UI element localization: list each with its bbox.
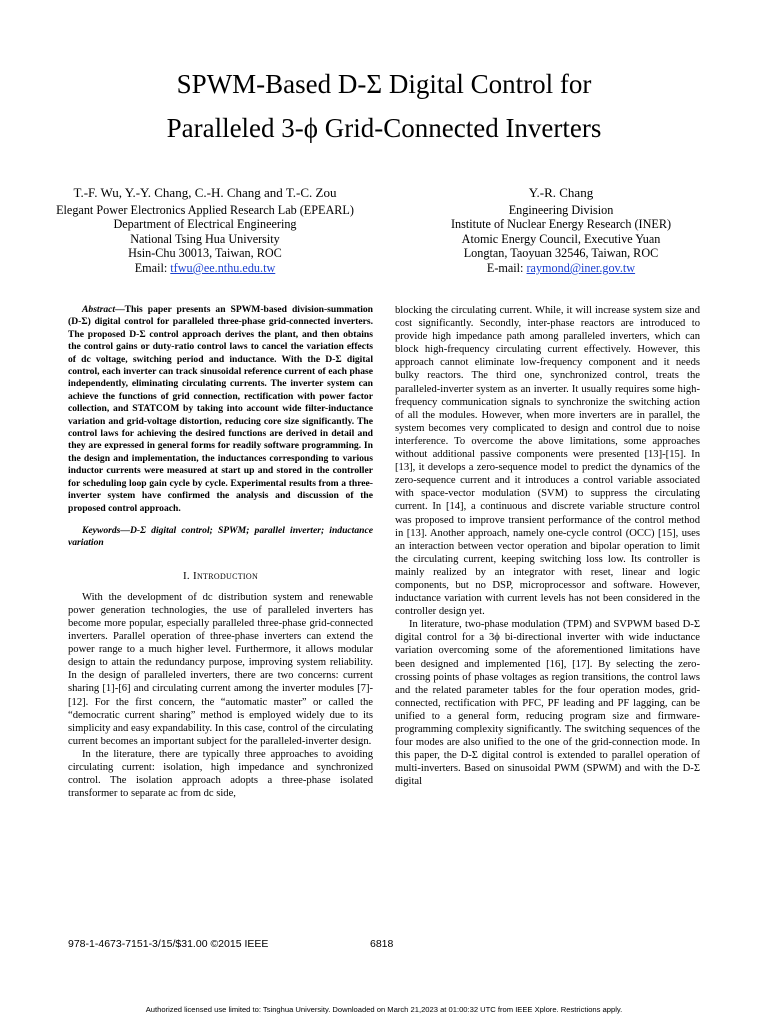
email-link[interactable]: tfwu@ee.nthu.edu.tw bbox=[170, 260, 276, 275]
author-block-right bbox=[396, 186, 726, 276]
page-number: 6818 bbox=[370, 938, 394, 950]
email-link[interactable]: raymond@iner.gov.tw bbox=[526, 260, 636, 275]
affiliation-line: Atomic Energy Council, Executive Yuan bbox=[461, 231, 661, 246]
affiliation-line: Engineering Division bbox=[508, 202, 614, 217]
affiliation-line: Department of Electrical Engineering bbox=[113, 217, 297, 232]
email-line bbox=[396, 261, 726, 276]
left-column bbox=[68, 304, 373, 800]
paper-title-line-2: Paralleled 3-ϕ Grid-Connected Inverters bbox=[166, 113, 602, 143]
abstract-lead: Abstract bbox=[82, 304, 116, 315]
license-notice: Authorized licensed use limited to: Tsinghua University. Downloaded on March 21,2023 at 01:00:32 UTC from IEEE Xplore. Restrictions apply. bbox=[145, 1005, 623, 1014]
email-line bbox=[40, 261, 370, 276]
section-heading-introduction: I. Introduction bbox=[182, 569, 259, 582]
body-paragraph: In literature, two-phase modulation (TPM) and SVPWM based D-Σ digital control for a 3ϕ bi-directional inverter with wide inductance variation overcoming some of the aforementioned limitations have been designed and implemented [16], [17]. By selecting the zero-crossing points of phase voltages as region transitions, the control laws and the related parameter tables for the four operation modes, grid-connected, rectification with PFC, PF leading and PF lagging, can be unified to a general form, reducing program size and firmware-programming complexity significantly. The switching sequences of the four modes are also unified to the one of the grid-connection mode. In this paper, the D-Σ digital control is extended to parallel operation of multi-inverters. Based on sinusoidal PWM (SPWM) and with the D-Σ digital bbox=[395, 619, 700, 788]
affiliation-line: Hsin-Chu 30013, Taiwan, ROC bbox=[128, 246, 282, 261]
affiliation-line: Longtan, Taoyuan 32546, Taiwan, ROC bbox=[463, 246, 659, 261]
email-label: E-mail: bbox=[486, 260, 527, 275]
email-label: Email: bbox=[134, 260, 171, 275]
author-names: T.-F. Wu, Y.-Y. Chang, C.-H. Chang and T.-C. Zou bbox=[73, 185, 337, 200]
body-paragraph-continued: blocking the circulating current. While, it will increase system size and cost significantly. Secondly, inter-phase reactors are introduced to provide high impedance path among paralleled inverters, which can block high-frequency circulating current effectively. However, this approach cannot eliminate low-frequency component and it needs bulky reactors. The third one, synchronized control, treats the paralleled-inverter system as an inverter. It usually requires some high-frequency communication signals to synchronize the switching action of all the modules. However, when more inverters are in parallel, the system becomes very complicated to design and control due to noise interference. To overcome the above limitations, some approaches without additional passive components were presented [13]-[15]. In [13], it develops a zero-sequence model to predict the dynamics of the zero-sequence current and it introduces a control variable associated with space-vector modulation (SVM) to suppress the circulating current. In [14], a continuous and discrete variable structure control was proposed to improve transient performance of the control method in [13]. Another approach, namely one-cycle control (OCC) [15], uses an interaction between vector operation and bipolar operation to limit the circulating current, keeping switching loss low. Its controller is mainly realized by an integrator with reset, linear and logic components, but no DSP, microprocessor and software. However, inductance variation with current levels has not been considered in the controller design yet. bbox=[395, 305, 700, 618]
keywords: Keywords—D-Σ digital control; SPWM; parallel inverter; inductance variation bbox=[68, 524, 373, 549]
footer-isbn: 978-1-4673-7151-3/15/$31.00 ©2015 IEEE bbox=[68, 938, 269, 950]
intro-paragraph-2: In the literature, there are typically three approaches to avoiding circulating current: isolation, high impedance and synchronized control. The isolation approach adopts a three-phase isolated transformer to separate ac from dc side, bbox=[68, 748, 373, 800]
intro-paragraph-1: With the development of dc distribution system and renewable power generation technologies, the use of paralleled inverters has become more popular, especially paralleled three-phase grid-connected inverters. Parallel operation of three-phase inverters can extend the power range to a much higher level. Furthermore, it allows modular design to attain the redundancy purpose, improving system reliability. In the design of paralleled inverters, there are two concerns: current sharing [1]-[6] and circulating current among the inverter modules [7]-[12]. For the first concern, the “automatic master” or called the “democratic current sharing” method is employed widely due to its simplicity and easy expandability. In this case, control of the circulating current becomes an important subject for the paralleled-inverter design. bbox=[68, 591, 373, 747]
paper-title-line-1: SPWM-Based D-Σ Digital Control for bbox=[176, 69, 592, 99]
affiliation-line: Elegant Power Electronics Applied Research Lab (EPEARL) bbox=[56, 202, 354, 217]
affiliation-line: National Tsing Hua University bbox=[130, 231, 280, 246]
abstract bbox=[68, 304, 373, 515]
author-names: Y.-R. Chang bbox=[528, 185, 594, 200]
affiliation-line: Institute of Nuclear Energy Research (INER) bbox=[450, 217, 672, 232]
abstract-text: —This paper presents an SPWM-based division-summation (D-Σ) digital control for paralleled three-phase grid-connected inverters. The proposed D-Σ control approach derives the plant, and then obtains the control gains or duty-ratio control laws to cancel the variation effects of dc voltage, switching period and inductance. With the D-Σ digital control, each inverter can track sinusoidal reference current of each phase independently, eliminating circulating currents. The inverter system can achieve the functions of grid connection, rectification with power factor collection, and STATCOM by taking into account wide filter-inductance variation and grid-voltage distortion, reducing core size significantly. The control laws for achieving the desired functions are derived in detail and they are expressed in general forms for readily software programming. In the design and implementation, the inductances corresponding to various inductor currents were measured at start up and stored in the controller for scheduling loop gain cycle by cycle. Experimental results from a three-inverter system have confirmed the analysis and discussion of the proposed control approach. bbox=[68, 304, 373, 514]
author-block-left bbox=[40, 186, 370, 276]
right-column bbox=[395, 304, 700, 788]
